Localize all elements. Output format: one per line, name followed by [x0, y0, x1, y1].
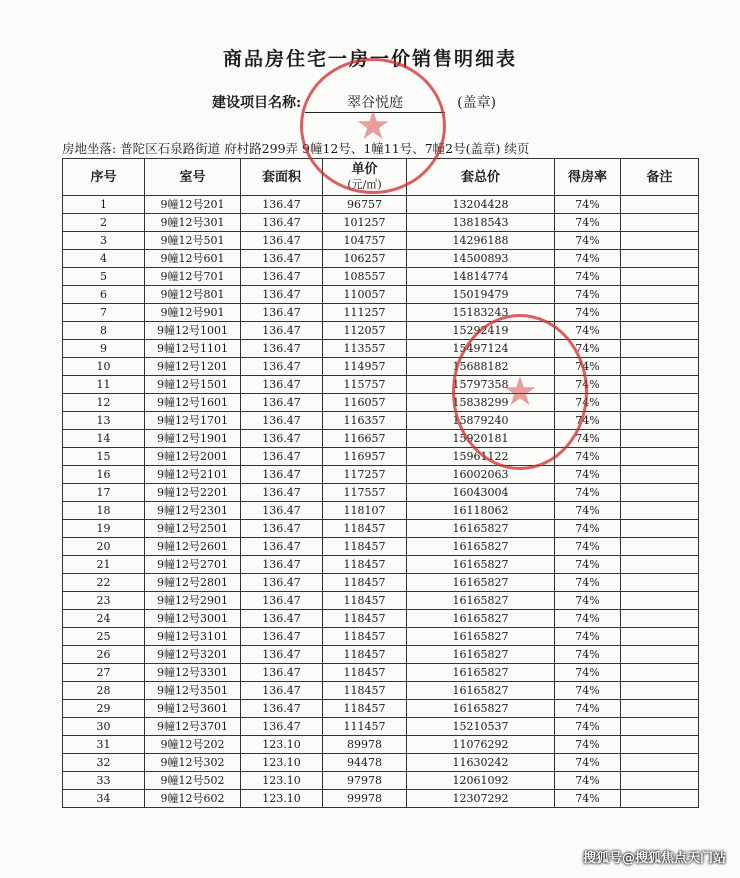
cell-unit-price: 118457 [323, 628, 407, 646]
cell-total-price: 15920181 [407, 430, 555, 448]
cell-room: 9幢12号501 [145, 232, 241, 250]
cell-index: 23 [63, 592, 145, 610]
cell-efficiency: 74% [555, 556, 621, 574]
project-line [212, 92, 496, 113]
cell-area: 136.47 [241, 700, 323, 718]
header-efficiency: 得房率 [555, 159, 621, 196]
cell-area: 136.47 [241, 448, 323, 466]
cell-total-price: 15183243 [407, 304, 555, 322]
cell-index: 5 [63, 268, 145, 286]
cell-room: 9幢12号601 [145, 250, 241, 268]
cell-total-price: 13818543 [407, 214, 555, 232]
table-row [63, 592, 699, 610]
cell-index: 19 [63, 520, 145, 538]
cell-total-price: 15838299 [407, 394, 555, 412]
cell-remarks [621, 448, 699, 466]
cell-total-price: 16165827 [407, 682, 555, 700]
cell-remarks [621, 340, 699, 358]
cell-area: 136.47 [241, 628, 323, 646]
cell-remarks [621, 250, 699, 268]
cell-unit-price: 117557 [323, 484, 407, 502]
cell-total-price: 11630242 [407, 754, 555, 772]
cell-room: 9幢12号2901 [145, 592, 241, 610]
cell-area: 136.47 [241, 394, 323, 412]
cell-total-price: 15797358 [407, 376, 555, 394]
table-row [63, 412, 699, 430]
cell-index: 33 [63, 772, 145, 790]
cell-efficiency: 74% [555, 466, 621, 484]
cell-index: 14 [63, 430, 145, 448]
cell-remarks [621, 736, 699, 754]
cell-room: 9幢12号502 [145, 772, 241, 790]
cell-efficiency: 74% [555, 196, 621, 214]
cell-efficiency: 74% [555, 736, 621, 754]
cell-room: 9幢12号901 [145, 304, 241, 322]
cell-efficiency: 74% [555, 214, 621, 232]
cell-area: 123.10 [241, 736, 323, 754]
cell-total-price: 16165827 [407, 556, 555, 574]
table-row [63, 682, 699, 700]
header-unit-price-unit: (元/㎡) [347, 178, 382, 191]
cell-unit-price: 101257 [323, 214, 407, 232]
table-row [63, 628, 699, 646]
cell-efficiency: 74% [555, 664, 621, 682]
cell-efficiency: 74% [555, 232, 621, 250]
cell-room: 9幢12号701 [145, 268, 241, 286]
table-row [63, 268, 699, 286]
cell-efficiency: 74% [555, 538, 621, 556]
cell-area: 136.47 [241, 358, 323, 376]
cell-unit-price: 96757 [323, 196, 407, 214]
cell-index: 18 [63, 502, 145, 520]
cell-area: 136.47 [241, 502, 323, 520]
cell-remarks [621, 412, 699, 430]
cell-total-price: 12307292 [407, 790, 555, 808]
cell-remarks [621, 664, 699, 682]
cell-unit-price: 118457 [323, 520, 407, 538]
cell-room: 9幢12号2301 [145, 502, 241, 520]
cell-efficiency: 74% [555, 304, 621, 322]
cell-room: 9幢12号2601 [145, 538, 241, 556]
cell-room: 9幢12号3301 [145, 664, 241, 682]
cell-remarks [621, 646, 699, 664]
cell-unit-price: 104757 [323, 232, 407, 250]
cell-remarks [621, 430, 699, 448]
table-row [63, 538, 699, 556]
cell-efficiency: 74% [555, 592, 621, 610]
cell-total-price: 15019479 [407, 286, 555, 304]
cell-efficiency: 74% [555, 340, 621, 358]
cell-remarks [621, 394, 699, 412]
cell-room: 9幢12号602 [145, 790, 241, 808]
property-location: 房地坐落: 普陀区石泉路街道 府村路299弄 9幢12号、1幢11号、7幢2号(盖章) 续页 [62, 141, 530, 156]
cell-index: 6 [63, 286, 145, 304]
cell-room: 9幢12号1601 [145, 394, 241, 412]
cell-index: 15 [63, 448, 145, 466]
cell-area: 136.47 [241, 268, 323, 286]
cell-efficiency: 74% [555, 412, 621, 430]
cell-efficiency: 74% [555, 268, 621, 286]
cell-efficiency: 74% [555, 394, 621, 412]
table-row [63, 610, 699, 628]
cell-room: 9幢12号1001 [145, 322, 241, 340]
cell-total-price: 16165827 [407, 574, 555, 592]
cell-area: 136.47 [241, 520, 323, 538]
table-row [63, 700, 699, 718]
cell-room: 9幢12号801 [145, 286, 241, 304]
table-row [63, 394, 699, 412]
cell-efficiency: 74% [555, 772, 621, 790]
cell-total-price: 13204428 [407, 196, 555, 214]
table-row [63, 304, 699, 322]
cell-remarks [621, 286, 699, 304]
cell-room: 9幢12号1701 [145, 412, 241, 430]
cell-index: 10 [63, 358, 145, 376]
cell-index: 27 [63, 664, 145, 682]
cell-efficiency: 74% [555, 700, 621, 718]
cell-index: 21 [63, 556, 145, 574]
cell-remarks [621, 520, 699, 538]
cell-room: 9幢12号3101 [145, 628, 241, 646]
cell-area: 136.47 [241, 538, 323, 556]
cell-index: 29 [63, 700, 145, 718]
cell-remarks [621, 358, 699, 376]
cell-unit-price: 116057 [323, 394, 407, 412]
cell-index: 1 [63, 196, 145, 214]
cell-efficiency: 74% [555, 718, 621, 736]
table-row [63, 664, 699, 682]
table-row [63, 286, 699, 304]
cell-unit-price: 110057 [323, 286, 407, 304]
cell-area: 136.47 [241, 664, 323, 682]
cell-room: 9幢12号202 [145, 736, 241, 754]
cell-index: 12 [63, 394, 145, 412]
cell-total-price: 16165827 [407, 646, 555, 664]
cell-total-price: 14500893 [407, 250, 555, 268]
cell-unit-price: 117257 [323, 466, 407, 484]
cell-area: 136.47 [241, 376, 323, 394]
cell-index: 31 [63, 736, 145, 754]
cell-unit-price: 99978 [323, 790, 407, 808]
cell-area: 136.47 [241, 250, 323, 268]
table-row [63, 250, 699, 268]
cell-index: 2 [63, 214, 145, 232]
table-row [63, 358, 699, 376]
cell-remarks [621, 556, 699, 574]
cell-index: 20 [63, 538, 145, 556]
cell-unit-price: 113557 [323, 340, 407, 358]
cell-remarks [621, 466, 699, 484]
cell-unit-price: 118457 [323, 574, 407, 592]
cell-unit-price: 106257 [323, 250, 407, 268]
cell-index: 32 [63, 754, 145, 772]
cell-area: 136.47 [241, 322, 323, 340]
cell-room: 9幢12号2201 [145, 484, 241, 502]
cell-unit-price: 118457 [323, 592, 407, 610]
cell-efficiency: 74% [555, 286, 621, 304]
cell-total-price: 14296188 [407, 232, 555, 250]
cell-remarks [621, 376, 699, 394]
cell-room: 9幢12号2801 [145, 574, 241, 592]
document-title: 商品房住宅一房一价销售明细表 [222, 48, 517, 70]
cell-total-price: 15210537 [407, 718, 555, 736]
cell-room: 9幢12号302 [145, 754, 241, 772]
cell-total-price: 15879240 [407, 412, 555, 430]
cell-total-price: 15961122 [407, 448, 555, 466]
project-label: 建设项目名称: [212, 95, 302, 111]
cell-unit-price: 118457 [323, 610, 407, 628]
cell-efficiency: 74% [555, 484, 621, 502]
cell-efficiency: 74% [555, 250, 621, 268]
cell-efficiency: 74% [555, 448, 621, 466]
cell-unit-price: 97978 [323, 772, 407, 790]
cell-unit-price: 112057 [323, 322, 407, 340]
cell-area: 136.47 [241, 718, 323, 736]
cell-index: 13 [63, 412, 145, 430]
cell-index: 24 [63, 610, 145, 628]
cell-remarks [621, 754, 699, 772]
cell-unit-price: 116657 [323, 430, 407, 448]
cell-area: 123.10 [241, 790, 323, 808]
cell-total-price: 16165827 [407, 538, 555, 556]
cell-index: 7 [63, 304, 145, 322]
cell-area: 136.47 [241, 574, 323, 592]
cell-remarks [621, 610, 699, 628]
cell-index: 9 [63, 340, 145, 358]
cell-area: 136.47 [241, 196, 323, 214]
cell-room: 9幢12号1101 [145, 340, 241, 358]
table-row [63, 736, 699, 754]
project-name: 翠谷悦庭 [305, 92, 445, 113]
cell-remarks [621, 772, 699, 790]
cell-unit-price: 118457 [323, 646, 407, 664]
cell-room: 9幢12号3501 [145, 682, 241, 700]
cell-total-price: 16165827 [407, 520, 555, 538]
cell-remarks [621, 682, 699, 700]
cell-total-price: 16165827 [407, 610, 555, 628]
cell-area: 136.47 [241, 466, 323, 484]
cell-room: 9幢12号3601 [145, 700, 241, 718]
cell-efficiency: 74% [555, 646, 621, 664]
cell-area: 136.47 [241, 556, 323, 574]
header-total-price: 套总价 [407, 159, 555, 196]
cell-total-price: 16165827 [407, 628, 555, 646]
cell-unit-price: 94478 [323, 754, 407, 772]
table-row [63, 502, 699, 520]
cell-efficiency: 74% [555, 520, 621, 538]
cell-area: 136.47 [241, 232, 323, 250]
table-row [63, 646, 699, 664]
cell-unit-price: 118457 [323, 556, 407, 574]
table-row [63, 754, 699, 772]
source-watermark: 搜狐号@搜狐焦点天门站 [582, 851, 726, 866]
cell-efficiency: 74% [555, 790, 621, 808]
cell-room: 9幢12号2101 [145, 466, 241, 484]
cell-remarks [621, 322, 699, 340]
cell-total-price: 15688182 [407, 358, 555, 376]
cell-room: 9幢12号1201 [145, 358, 241, 376]
header-remarks: 备注 [621, 159, 699, 196]
cell-index: 26 [63, 646, 145, 664]
table-row [63, 376, 699, 394]
cell-room: 9幢12号3001 [145, 610, 241, 628]
table-row [63, 430, 699, 448]
table-row [63, 556, 699, 574]
cell-unit-price: 115757 [323, 376, 407, 394]
cell-efficiency: 74% [555, 754, 621, 772]
project-seal-note: (盖章) [457, 95, 497, 111]
cell-unit-price: 116357 [323, 412, 407, 430]
cell-remarks [621, 700, 699, 718]
cell-remarks [621, 304, 699, 322]
cell-remarks [621, 196, 699, 214]
cell-remarks [621, 268, 699, 286]
cell-unit-price: 118107 [323, 502, 407, 520]
cell-room: 9幢12号201 [145, 196, 241, 214]
table-row [63, 790, 699, 808]
cell-index: 34 [63, 790, 145, 808]
cell-efficiency: 74% [555, 430, 621, 448]
header-unit-price [323, 159, 407, 196]
cell-unit-price: 89978 [323, 736, 407, 754]
cell-unit-price: 114957 [323, 358, 407, 376]
table-row [63, 196, 699, 214]
cell-index: 8 [63, 322, 145, 340]
header-index: 序号 [63, 159, 145, 196]
cell-efficiency: 74% [555, 358, 621, 376]
price-table-body [63, 196, 699, 808]
cell-area: 136.47 [241, 682, 323, 700]
cell-remarks [621, 790, 699, 808]
cell-area: 136.47 [241, 340, 323, 358]
cell-index: 17 [63, 484, 145, 502]
table-row [63, 484, 699, 502]
cell-index: 11 [63, 376, 145, 394]
cell-total-price: 14814774 [407, 268, 555, 286]
cell-index: 25 [63, 628, 145, 646]
table-row [63, 448, 699, 466]
cell-efficiency: 74% [555, 376, 621, 394]
cell-remarks [621, 232, 699, 250]
cell-remarks [621, 484, 699, 502]
cell-total-price: 15497124 [407, 340, 555, 358]
cell-total-price: 16118062 [407, 502, 555, 520]
cell-area: 136.47 [241, 304, 323, 322]
cell-remarks [621, 538, 699, 556]
cell-total-price: 16165827 [407, 592, 555, 610]
cell-index: 4 [63, 250, 145, 268]
cell-remarks [621, 718, 699, 736]
cell-room: 9幢12号3701 [145, 718, 241, 736]
cell-efficiency: 74% [555, 610, 621, 628]
cell-remarks [621, 214, 699, 232]
table-row [63, 232, 699, 250]
cell-area: 123.10 [241, 754, 323, 772]
cell-index: 16 [63, 466, 145, 484]
cell-area: 136.47 [241, 286, 323, 304]
cell-index: 28 [63, 682, 145, 700]
table-row [63, 214, 699, 232]
cell-total-price: 16165827 [407, 700, 555, 718]
table-row [63, 520, 699, 538]
cell-room: 9幢12号2001 [145, 448, 241, 466]
cell-room: 9幢12号301 [145, 214, 241, 232]
cell-efficiency: 74% [555, 322, 621, 340]
cell-room: 9幢12号3201 [145, 646, 241, 664]
header-room: 室号 [145, 159, 241, 196]
cell-index: 30 [63, 718, 145, 736]
cell-area: 136.47 [241, 646, 323, 664]
header-unit-price-label: 单价 [351, 162, 378, 177]
cell-area: 136.47 [241, 592, 323, 610]
price-table [62, 158, 699, 808]
table-header-row [63, 159, 699, 196]
cell-unit-price: 116957 [323, 448, 407, 466]
cell-total-price: 15292419 [407, 322, 555, 340]
cell-remarks [621, 502, 699, 520]
cell-total-price: 16002063 [407, 466, 555, 484]
cell-area: 136.47 [241, 214, 323, 232]
cell-area: 136.47 [241, 610, 323, 628]
cell-total-price: 12061092 [407, 772, 555, 790]
cell-area: 136.47 [241, 484, 323, 502]
cell-unit-price: 118457 [323, 700, 407, 718]
table-row [63, 466, 699, 484]
cell-efficiency: 74% [555, 502, 621, 520]
cell-unit-price: 118457 [323, 682, 407, 700]
cell-efficiency: 74% [555, 628, 621, 646]
cell-area: 136.47 [241, 430, 323, 448]
table-row [63, 772, 699, 790]
cell-remarks [621, 628, 699, 646]
cell-unit-price: 108557 [323, 268, 407, 286]
cell-unit-price: 111457 [323, 718, 407, 736]
table-row [63, 718, 699, 736]
cell-room: 9幢12号1501 [145, 376, 241, 394]
cell-total-price: 16165827 [407, 664, 555, 682]
cell-area: 123.10 [241, 772, 323, 790]
cell-efficiency: 74% [555, 682, 621, 700]
cell-index: 22 [63, 574, 145, 592]
cell-unit-price: 118457 [323, 664, 407, 682]
table-row [63, 340, 699, 358]
cell-unit-price: 111257 [323, 304, 407, 322]
table-row [63, 322, 699, 340]
cell-room: 9幢12号1901 [145, 430, 241, 448]
cell-index: 3 [63, 232, 145, 250]
cell-remarks [621, 592, 699, 610]
cell-total-price: 16043004 [407, 484, 555, 502]
cell-remarks [621, 574, 699, 592]
cell-total-price: 11076292 [407, 736, 555, 754]
cell-room: 9幢12号2701 [145, 556, 241, 574]
header-area: 套面积 [241, 159, 323, 196]
cell-efficiency: 74% [555, 574, 621, 592]
cell-area: 136.47 [241, 412, 323, 430]
cell-room: 9幢12号2501 [145, 520, 241, 538]
table-row [63, 574, 699, 592]
cell-unit-price: 118457 [323, 538, 407, 556]
